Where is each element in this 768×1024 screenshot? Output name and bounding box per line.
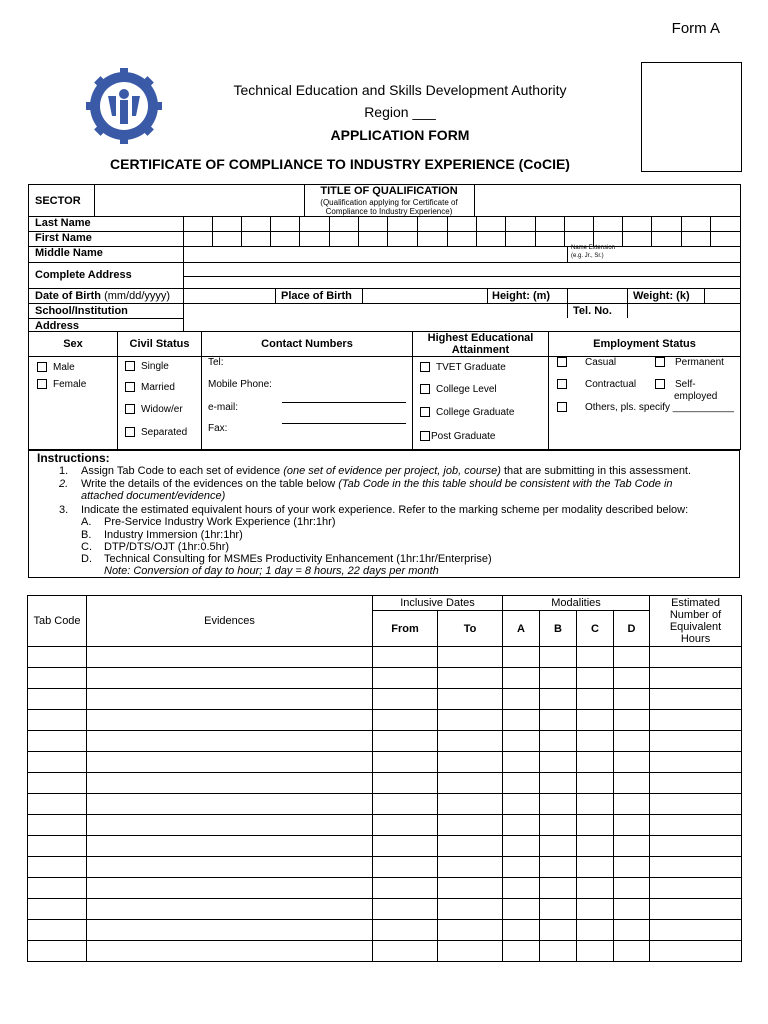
table-cell[interactable] (87, 647, 373, 668)
table-cell[interactable] (28, 920, 87, 941)
place-of-birth-label: Place of Birth (281, 290, 352, 302)
table-cell[interactable] (577, 668, 614, 689)
table-row (28, 710, 742, 731)
table-cell[interactable] (438, 668, 503, 689)
table-cell[interactable] (438, 794, 503, 815)
title-of-qualification-label: TITLE OF QUALIFICATION (320, 185, 458, 197)
table-cell[interactable] (577, 836, 614, 857)
tab-code-header: Tab Code (28, 596, 87, 647)
photo-box (641, 62, 742, 172)
form-label: Form A (671, 20, 720, 37)
mobile-label: Mobile Phone: (208, 379, 272, 390)
table-cell[interactable] (577, 689, 614, 710)
table-cell[interactable] (87, 878, 373, 899)
table-cell[interactable] (373, 794, 438, 815)
checkbox-icon (125, 404, 135, 414)
inclusive-dates-header: Inclusive Dates (373, 596, 503, 611)
emp-option-others[interactable]: Others, pls. specify ___________ (557, 402, 734, 413)
table-cell[interactable] (577, 899, 614, 920)
emp-option-contractual[interactable]: Contractual (557, 379, 636, 390)
table-row (28, 773, 742, 794)
table-cell[interactable] (503, 752, 540, 773)
complete-address-input[interactable] (184, 263, 740, 288)
modality-a-header: A (503, 611, 540, 647)
edu-option-tvet[interactable]: TVET Graduate (420, 362, 506, 373)
table-row (28, 815, 742, 836)
table-cell[interactable] (28, 731, 87, 752)
estimated-hours-header: Estimated Number of Equivalent Hours (650, 596, 742, 647)
instruction-2: Write the details of the evidences on the table below (Tab Code in the this table should be consistent with the Tab Code in (81, 478, 673, 490)
contact-header: Contact Numbers (261, 338, 353, 350)
table-cell[interactable] (577, 857, 614, 878)
edu-option-college-graduate[interactable]: College Graduate (420, 407, 514, 418)
checkbox-icon (37, 379, 47, 389)
checkbox-icon (557, 402, 567, 412)
table-cell[interactable] (650, 941, 742, 962)
table-row (28, 668, 742, 689)
table-cell[interactable] (28, 710, 87, 731)
region-line: Region ___ (364, 104, 436, 120)
table-cell[interactable] (614, 941, 650, 962)
table-row (28, 794, 742, 815)
table-cell[interactable] (438, 647, 503, 668)
conversion-note: Note: Conversion of day to hour; 1 day = 8 hours, 22 days per month (104, 565, 439, 577)
table-cell[interactable] (614, 689, 650, 710)
address-label: Address (35, 320, 80, 332)
table-cell[interactable] (614, 815, 650, 836)
status-section (28, 332, 741, 450)
table-cell[interactable] (87, 752, 373, 773)
table-cell[interactable] (28, 668, 87, 689)
table-cell[interactable] (87, 836, 373, 857)
table-cell[interactable] (87, 941, 373, 962)
emp-option-casual[interactable]: Casual (557, 357, 616, 368)
table-cell[interactable] (540, 920, 577, 941)
table-cell[interactable] (438, 773, 503, 794)
modality-b-header: B (540, 611, 577, 647)
civil-option-married[interactable]: Married (125, 382, 175, 393)
tel-no-label: Tel. No. (573, 305, 612, 317)
from-header: From (373, 611, 438, 647)
table-cell[interactable] (650, 689, 742, 710)
table-cell[interactable] (373, 773, 438, 794)
table-row (28, 941, 742, 962)
modality-d-letter: D. (81, 553, 92, 565)
table-cell[interactable] (87, 920, 373, 941)
table-header-row (28, 596, 742, 611)
table-cell[interactable] (577, 815, 614, 836)
emp-option-self-employed[interactable]: Self- (655, 379, 696, 390)
table-cell[interactable] (614, 878, 650, 899)
table-cell[interactable] (650, 920, 742, 941)
table-cell[interactable] (650, 857, 742, 878)
table-cell[interactable] (28, 752, 87, 773)
table-row (28, 731, 742, 752)
table-cell[interactable] (650, 815, 742, 836)
table-cell[interactable] (577, 941, 614, 962)
checkbox-icon (125, 427, 135, 437)
table-cell[interactable] (28, 647, 87, 668)
table-cell[interactable] (650, 899, 742, 920)
checkbox-icon (557, 379, 567, 389)
table-cell[interactable] (503, 647, 540, 668)
checkbox-icon (125, 382, 135, 392)
table-cell[interactable] (438, 752, 503, 773)
table-cell[interactable] (577, 710, 614, 731)
table-cell[interactable] (438, 878, 503, 899)
checkbox-icon (420, 384, 430, 394)
table-cell[interactable] (28, 815, 87, 836)
education-header: Highest Educational Attainment (427, 332, 534, 356)
table-cell[interactable] (540, 668, 577, 689)
checkbox-icon (655, 379, 665, 389)
checkbox-icon (557, 357, 567, 367)
table-cell[interactable] (614, 836, 650, 857)
personal-info-section (28, 184, 741, 332)
table-cell[interactable] (87, 689, 373, 710)
modality-d: Technical Consulting for MSMEs Productivity Enhancement (1hr:1hr/Enterprise) (104, 553, 492, 565)
sex-header: Sex (63, 338, 83, 350)
agency-name: Technical Education and Skills Development Authority (233, 82, 567, 98)
table-cell[interactable] (540, 836, 577, 857)
table-cell[interactable] (540, 731, 577, 752)
modality-b-letter: B. (81, 529, 92, 541)
table-cell[interactable] (540, 647, 577, 668)
modality-d-header: D (614, 611, 650, 647)
table-cell[interactable] (540, 941, 577, 962)
table-cell[interactable] (614, 857, 650, 878)
school-label: School/Institution (35, 305, 128, 317)
table-cell[interactable] (87, 668, 373, 689)
table-cell[interactable] (614, 920, 650, 941)
table-cell[interactable] (87, 899, 373, 920)
table-row (28, 836, 742, 857)
table-cell[interactable] (650, 878, 742, 899)
table-cell[interactable] (373, 836, 438, 857)
table-cell[interactable] (87, 815, 373, 836)
table-cell[interactable] (438, 836, 503, 857)
certificate-title: CERTIFICATE OF COMPLIANCE TO INDUSTRY EXPERIENCE (CoCIE) (110, 156, 570, 172)
checkbox-icon (420, 407, 430, 417)
modalities-header: Modalities (503, 596, 650, 611)
table-cell[interactable] (540, 815, 577, 836)
email-input[interactable] (282, 409, 406, 423)
table-cell[interactable] (650, 752, 742, 773)
table-cell[interactable] (373, 731, 438, 752)
weight-label: Weight: (k) (633, 290, 690, 302)
civil-option-separated[interactable]: Separated (125, 427, 187, 438)
table-cell[interactable] (28, 773, 87, 794)
table-cell[interactable] (373, 710, 438, 731)
table-cell[interactable] (503, 857, 540, 878)
table-cell[interactable] (577, 773, 614, 794)
date-of-birth-label: Date of Birth (mm/dd/yyyy) (35, 290, 171, 302)
checkbox-icon (125, 361, 135, 371)
table-cell[interactable] (503, 689, 540, 710)
table-cell[interactable] (438, 857, 503, 878)
table-cell[interactable] (614, 794, 650, 815)
table-cell[interactable] (540, 878, 577, 899)
table-cell[interactable] (373, 668, 438, 689)
table-cell[interactable] (614, 899, 650, 920)
table-cell[interactable] (650, 731, 742, 752)
checkbox-icon (420, 431, 430, 441)
table-cell[interactable] (577, 878, 614, 899)
table-cell[interactable] (650, 668, 742, 689)
instruction-1: Assign Tab Code to each set of evidence (one set of evidence per project, job, course) that are submitting in this assessment. (81, 465, 692, 477)
sector-input[interactable] (95, 185, 303, 216)
table-cell[interactable] (503, 920, 540, 941)
table-cell[interactable] (438, 815, 503, 836)
table-cell[interactable] (614, 647, 650, 668)
table-cell[interactable] (650, 836, 742, 857)
table-cell[interactable] (540, 857, 577, 878)
table-cell[interactable] (503, 731, 540, 752)
table-row (28, 857, 742, 878)
instructions-box (28, 450, 740, 578)
table-row (28, 647, 742, 668)
table-cell[interactable] (614, 752, 650, 773)
table-cell[interactable] (503, 710, 540, 731)
height-label: Height: (m) (492, 290, 551, 302)
form-title: APPLICATION FORM (330, 127, 470, 143)
table-cell[interactable] (28, 878, 87, 899)
table-cell[interactable] (503, 941, 540, 962)
checkbox-icon (420, 362, 430, 372)
table-cell[interactable] (373, 752, 438, 773)
to-header: To (438, 611, 503, 647)
self-employed-label: employed (674, 391, 718, 402)
table-cell[interactable] (28, 899, 87, 920)
modality-c-header: C (577, 611, 614, 647)
table-cell[interactable] (503, 668, 540, 689)
checkbox-icon (37, 362, 47, 372)
table-cell[interactable] (503, 836, 540, 857)
civil-status-header: Civil Status (129, 338, 190, 350)
table-cell[interactable] (373, 899, 438, 920)
emp-option-permanent[interactable]: Permanent (655, 357, 724, 368)
table-cell[interactable] (28, 689, 87, 710)
table-row (28, 920, 742, 941)
table-cell[interactable] (438, 731, 503, 752)
email-label: e-mail: (208, 402, 239, 413)
evidences-header: Evidences (87, 596, 373, 647)
instruction-1-number: 1. (59, 465, 69, 477)
table-cell[interactable] (614, 773, 650, 794)
civil-option-single[interactable]: Single (125, 361, 169, 372)
sector-label: SECTOR (35, 195, 81, 207)
instruction-3-number: 3. (59, 504, 69, 516)
middle-name-input[interactable] (184, 247, 566, 262)
edu-option-college-level[interactable]: College Level (420, 384, 497, 395)
table-cell[interactable] (577, 647, 614, 668)
table-cell[interactable] (87, 710, 373, 731)
table-cell[interactable] (540, 752, 577, 773)
fax-label: Fax: (208, 423, 228, 434)
table-cell[interactable] (577, 920, 614, 941)
first-name-label: First Name (35, 232, 92, 244)
name-extension-label: Name Extension (571, 245, 616, 251)
table-cell[interactable] (373, 815, 438, 836)
middle-name-label: Middle Name (35, 247, 103, 259)
table-row (28, 899, 742, 920)
modality-a: Pre-Service Industry Work Experience (1hr:1hr) (104, 516, 336, 528)
table-cell[interactable] (614, 668, 650, 689)
complete-address-label: Complete Address (35, 269, 132, 281)
modality-c-letter: C. (81, 541, 92, 553)
table-cell[interactable] (614, 731, 650, 752)
instruction-3: Indicate the estimated equivalent hours of your work experience. Refer to the marking scheme per modality described below: (81, 504, 689, 516)
table-cell[interactable] (28, 794, 87, 815)
table-cell[interactable] (438, 941, 503, 962)
civil-option-widower[interactable]: Widow/er (125, 404, 183, 415)
table-cell[interactable] (503, 794, 540, 815)
table-cell[interactable] (540, 710, 577, 731)
table-cell[interactable] (577, 752, 614, 773)
table-cell[interactable] (540, 899, 577, 920)
table-cell[interactable] (540, 794, 577, 815)
evidence-table (27, 595, 742, 962)
table-cell[interactable] (503, 815, 540, 836)
name-extension-example: (e.g. Jr., Sr.) (571, 253, 604, 259)
tel-label: Tel: (208, 357, 224, 368)
checkbox-icon (655, 357, 665, 367)
table-row (28, 878, 742, 899)
table-cell[interactable] (373, 857, 438, 878)
table-row (28, 752, 742, 773)
table-cell[interactable] (438, 920, 503, 941)
table-cell[interactable] (87, 794, 373, 815)
table-cell[interactable] (87, 773, 373, 794)
table-cell[interactable] (614, 710, 650, 731)
table-cell[interactable] (87, 857, 373, 878)
table-cell[interactable] (577, 794, 614, 815)
table-cell[interactable] (373, 878, 438, 899)
table-cell[interactable] (650, 794, 742, 815)
table-cell[interactable] (438, 899, 503, 920)
table-cell[interactable] (373, 920, 438, 941)
table-cell[interactable] (438, 710, 503, 731)
table-cell[interactable] (503, 878, 540, 899)
table-cell[interactable] (503, 899, 540, 920)
qualification-input[interactable] (475, 185, 740, 216)
table-cell[interactable] (503, 773, 540, 794)
instruction-2-number: 2. (59, 478, 69, 490)
modality-a-letter: A. (81, 516, 92, 528)
instructions-title: Instructions: (37, 451, 110, 465)
table-row (28, 689, 742, 710)
tesda-logo (84, 66, 164, 146)
modality-b: Industry Immersion (1hr:1hr) (104, 529, 243, 541)
table-cell[interactable] (28, 836, 87, 857)
last-name-label: Last Name (35, 217, 91, 229)
table-cell[interactable] (87, 731, 373, 752)
title-of-qualification-note: (Qualification applying for Certificate of Compliance to Industry Experience) (320, 198, 458, 216)
instruction-2-cont: attached document/evidence) (81, 490, 226, 502)
sex-option-male[interactable]: Male (37, 362, 75, 373)
sex-option-female[interactable]: Female (37, 379, 86, 390)
mobile-input[interactable] (282, 388, 406, 402)
table-cell[interactable] (540, 689, 577, 710)
table-cell[interactable] (373, 689, 438, 710)
table-cell[interactable] (650, 710, 742, 731)
table-cell[interactable] (438, 689, 503, 710)
table-cell[interactable] (373, 647, 438, 668)
table-cell[interactable] (577, 731, 614, 752)
table-cell[interactable] (650, 647, 742, 668)
edu-option-post-graduate[interactable]: Post Graduate (420, 431, 495, 442)
table-cell[interactable] (650, 773, 742, 794)
employment-header: Employment Status (593, 338, 696, 350)
table-cell[interactable] (540, 773, 577, 794)
table-cell[interactable] (28, 857, 87, 878)
table-cell[interactable] (373, 941, 438, 962)
modality-c: DTP/DTS/OJT (1hr:0.5hr) (104, 541, 230, 553)
table-cell[interactable] (28, 941, 87, 962)
